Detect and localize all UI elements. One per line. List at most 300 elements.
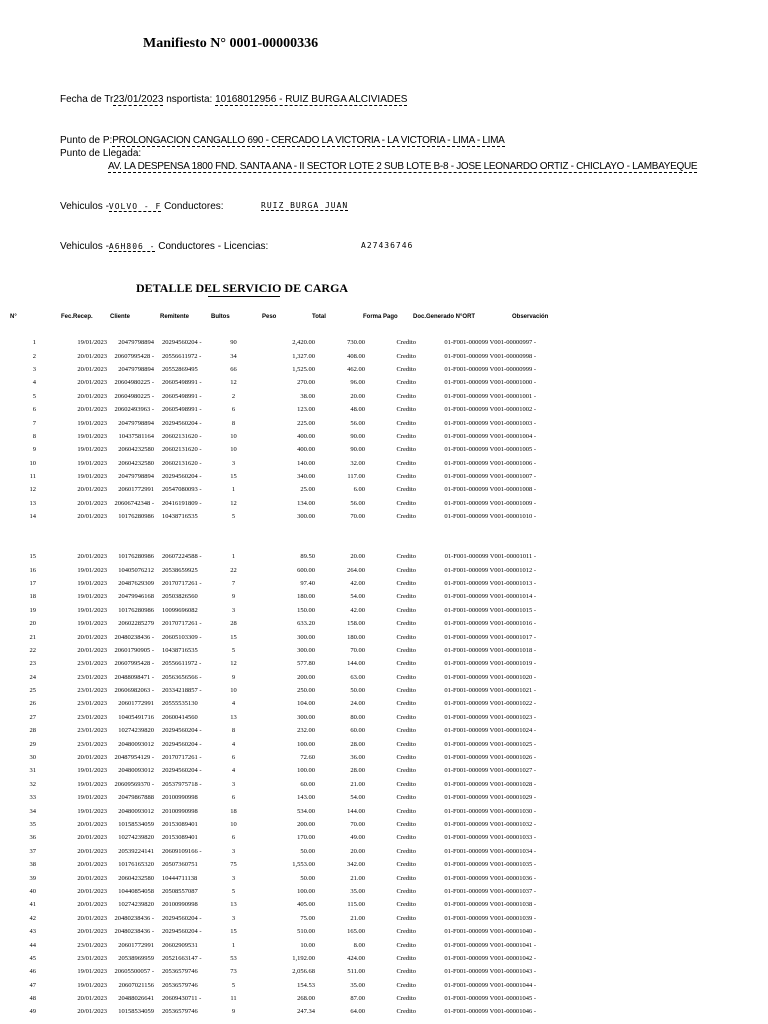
table-cell: Credito <box>396 339 416 347</box>
table-row <box>0 644 536 657</box>
table-cell: 23/01/2023 <box>77 687 107 695</box>
table-cell: 100.00 <box>297 767 315 775</box>
table-cell: 12 <box>230 499 237 507</box>
table-cell: 3 <box>231 459 236 467</box>
table-cell: Credito <box>396 713 416 721</box>
table-cell: 117.00 <box>347 473 365 481</box>
table-cell: 4 <box>32 379 36 387</box>
table-cell: 19 <box>29 606 36 614</box>
table-cell: 35.00 <box>350 981 365 989</box>
table-cell: 29 <box>29 740 36 748</box>
table-cell: 6 <box>231 754 236 762</box>
table-cell: 01-F001-000099 V001-00001029 - <box>444 794 536 802</box>
table-cell: 53 <box>230 954 237 962</box>
table-cell: 20538969959 <box>118 954 154 962</box>
table-cell: 20153089401 <box>162 821 198 828</box>
table-cell: 72.60 <box>300 754 315 762</box>
table-cell: 19/01/2023 <box>77 446 107 454</box>
table-cell: Credito <box>396 419 416 427</box>
table-cell: 01-F001-000099 V001-00000997 - <box>444 339 536 347</box>
table-cell: 13 <box>29 499 36 507</box>
table-cell: 20/01/2023 <box>77 513 107 521</box>
table-cell: 56.00 <box>350 419 365 427</box>
table-cell: 25 <box>29 687 36 695</box>
table-cell: 10444711138 <box>162 874 198 882</box>
table-row <box>0 657 536 670</box>
table-cell: 19/01/2023 <box>77 579 107 587</box>
table-cell: 12 <box>230 660 237 668</box>
table-cell: 10 <box>230 687 237 695</box>
table-cell: 20552869495 <box>162 365 198 373</box>
table-cell: Credito <box>396 446 416 454</box>
table-cell: 44 <box>29 941 36 949</box>
table-cell: 20609569370 - <box>114 780 154 788</box>
table-cell: 17 <box>29 579 36 587</box>
table-row <box>0 818 536 831</box>
table-cell: Credito <box>396 887 416 895</box>
table-cell: 97.40 <box>300 579 315 587</box>
table-row <box>0 711 536 724</box>
table-cell: 70.00 <box>350 513 365 521</box>
table-cell: 20.00 <box>350 392 365 400</box>
table-cell: 144.00 <box>347 807 365 815</box>
table-cell: 134.00 <box>297 499 315 507</box>
table-cell: 20609430711 - <box>162 995 202 1003</box>
table-cell: 48 <box>29 995 36 1003</box>
table-cell: 20294560204 - <box>162 473 202 481</box>
table-cell: 20607021156 <box>118 981 154 989</box>
table-cell: 19/01/2023 <box>77 566 107 574</box>
table-cell: 20536579746 <box>162 981 198 989</box>
section-title: DETALLE DEL SERVICIO DE CARGA <box>136 281 349 295</box>
table-cell: 16 <box>29 566 36 574</box>
table-cell: 23/01/2023 <box>77 673 107 681</box>
table-cell: 158.00 <box>347 620 365 628</box>
table-cell: 180.00 <box>347 633 365 641</box>
table-cell: 1 <box>231 941 236 949</box>
table-cell: 2,056.68 <box>292 968 315 976</box>
table-cell: 6 <box>231 794 236 802</box>
table-cell: Credito <box>396 767 416 775</box>
table-cell: Credito <box>396 821 416 828</box>
table-cell: 56.00 <box>350 499 365 507</box>
table-cell: 23/01/2023 <box>77 941 107 949</box>
table-cell: 225.00 <box>297 419 315 427</box>
table-cell: 20/01/2023 <box>77 914 107 922</box>
table-cell: Credito <box>396 995 416 1003</box>
table-cell: Credito <box>396 513 416 521</box>
table-cell: 01-F001-000099 V001-00001044 - <box>444 981 536 989</box>
table-cell: 20604232580 <box>118 446 154 454</box>
table-cell: 01-F001-000099 V001-00001045 - <box>444 995 536 1003</box>
table-cell: 3 <box>231 847 236 855</box>
table-cell: 01-F001-000099 V001-00001043 - <box>444 968 536 976</box>
table-cell: 6 <box>231 406 236 414</box>
section-underline <box>208 296 280 297</box>
table-cell: 20480093012 <box>118 807 154 815</box>
table-cell: 20605103309 - <box>162 633 202 641</box>
table-cell: 1 <box>231 486 236 494</box>
table-cell: 01-F001-000099 V001-00001003 - <box>444 419 536 427</box>
table-row <box>0 697 536 710</box>
table-cell: 20555535130 <box>162 700 198 708</box>
table-cell: 70.00 <box>350 821 365 828</box>
table-cell: 39 <box>29 874 36 882</box>
table-cell: 15 <box>230 633 237 641</box>
table-cell: 400.00 <box>297 432 315 440</box>
table-cell: 25.00 <box>300 486 315 494</box>
table-cell: 28.00 <box>350 767 365 775</box>
table-row <box>0 885 536 898</box>
table-cell: 10438716535 <box>162 646 198 654</box>
table-cell: 20563656566 - <box>162 673 202 681</box>
table-cell: 01-F001-000099 V001-00001027 - <box>444 767 536 775</box>
table-cell: 12 <box>230 379 237 387</box>
table-cell: Credito <box>396 673 416 681</box>
table-cell: 300.00 <box>297 513 315 521</box>
table-cell: 19/01/2023 <box>77 620 107 628</box>
table-cell: 19/01/2023 <box>77 794 107 802</box>
table-cell: Credito <box>396 486 416 494</box>
table-cell: 01-F001-000099 V001-00001018 - <box>444 646 536 654</box>
table-cell: 01-F001-000099 V001-00001011 - <box>444 553 536 561</box>
table-cell: 20479798894 <box>118 339 154 347</box>
table-cell: 5 <box>231 513 236 521</box>
table-cell: 19/01/2023 <box>77 459 107 467</box>
table-cell: 01-F001-000099 V001-00001017 - <box>444 633 536 641</box>
table-cell: 20480093012 <box>118 767 154 775</box>
table-cell: 20/01/2023 <box>77 861 107 869</box>
table-cell: 20604980225 - <box>114 379 154 387</box>
table-cell: Credito <box>396 392 416 400</box>
table-cell: 19/01/2023 <box>77 767 107 775</box>
table-cell: 47 <box>29 981 36 989</box>
table-cell: 01-F001-000099 V001-00001040 - <box>444 928 536 936</box>
table-cell: 20604980225 - <box>114 392 154 400</box>
table-cell: 19/01/2023 <box>77 419 107 427</box>
table-cell: Credito <box>396 861 416 869</box>
table-cell: 9 <box>32 446 36 454</box>
table-cell: 462.00 <box>347 365 365 373</box>
table-cell: 30 <box>29 754 36 762</box>
table-cell: Credito <box>396 847 416 855</box>
table-cell: 1 <box>32 339 36 347</box>
table-row <box>0 376 536 389</box>
table-cell: Credito <box>396 700 416 708</box>
table-row <box>0 577 536 590</box>
table-row <box>0 925 536 938</box>
table-cell: 10274239820 <box>118 727 154 735</box>
table-cell: 20479798894 <box>118 419 154 427</box>
table-cell: 20/01/2023 <box>77 499 107 507</box>
table-cell: 20479946168 <box>118 593 154 601</box>
table-cell: 20/01/2023 <box>77 928 107 936</box>
table-cell: 19/01/2023 <box>77 606 107 614</box>
table-cell: 01-F001-000099 V001-00001019 - <box>444 660 536 668</box>
table-cell: 20606742348 - <box>114 499 154 507</box>
table-cell: 01-F001-000099 V001-00001013 - <box>444 579 536 587</box>
table-cell: 3 <box>231 606 236 614</box>
table-cell: Credito <box>396 941 416 949</box>
table-cell: 23/01/2023 <box>77 700 107 708</box>
table-cell: 20487954129 - <box>114 754 154 762</box>
table-cell: 01-F001-000099 V001-00001020 - <box>444 673 536 681</box>
table-cell: 400.00 <box>297 446 315 454</box>
table-cell: 20507360751 <box>162 861 198 869</box>
llegada-label: Punto de Llegada: <box>60 148 142 159</box>
table-cell: 408.00 <box>347 352 365 360</box>
table-cell: 75 <box>230 861 237 869</box>
table-cell: 20/01/2023 <box>77 486 107 494</box>
table-cell: 11 <box>230 995 237 1003</box>
table-cell: 10176165320 <box>118 861 154 869</box>
table-cell: 15 <box>29 553 36 561</box>
table-cell: 01-F001-000099 V001-00001033 - <box>444 834 536 842</box>
table-cell: Credito <box>396 646 416 654</box>
table-cell: Credito <box>396 807 416 815</box>
vehiculo-label: Vehiculos - <box>60 241 109 252</box>
table-cell: 20/01/2023 <box>77 834 107 842</box>
table-cell: Credito <box>396 1008 416 1016</box>
table-row <box>0 416 536 429</box>
vehiculo-row-1 <box>60 201 224 212</box>
table-cell: 42.00 <box>350 579 365 587</box>
table-cell: 66 <box>230 365 237 373</box>
table-cell: 20100990998 <box>162 901 198 909</box>
table-cell: 20487629309 <box>118 579 154 587</box>
table-cell: Credito <box>396 780 416 788</box>
table-cell: 154.53 <box>297 981 315 989</box>
table-cell: 20294560204 - <box>162 767 202 775</box>
table-row <box>0 737 536 750</box>
table-cell: 2 <box>32 352 36 360</box>
table-cell: 23/01/2023 <box>77 660 107 668</box>
table-cell: 20606982063 - <box>114 687 154 695</box>
table-cell: 01-F001-000099 V001-00001022 - <box>444 700 536 708</box>
table-cell: 35.00 <box>350 887 365 895</box>
table-cell: 19/01/2023 <box>77 968 107 976</box>
header-cliente: Cliente <box>110 314 131 320</box>
fecha-row <box>60 94 407 105</box>
table-cell: 28.00 <box>350 740 365 748</box>
table-cell: 20539224141 <box>118 847 154 855</box>
table-cell: 123.00 <box>297 406 315 414</box>
table-cell: 01-F001-000099 V001-00001004 - <box>444 432 536 440</box>
table-row <box>0 483 536 496</box>
table-cell: 49 <box>29 1008 36 1016</box>
table-cell: 01-F001-000099 V001-00001036 - <box>444 874 536 882</box>
table-cell: 600.00 <box>297 566 315 574</box>
table-cell: 5 <box>231 887 236 895</box>
table-cell: 6 <box>32 406 36 414</box>
table-cell: 26 <box>29 700 36 708</box>
table-cell: Credito <box>396 874 416 882</box>
table-cell: 01-F001-000099 V001-00001024 - <box>444 727 536 735</box>
table-cell: 42.00 <box>350 606 365 614</box>
table-cell: 32.00 <box>350 459 365 467</box>
fecha-label: Fecha de Tr <box>60 94 114 105</box>
table-cell: 89.50 <box>300 553 315 561</box>
table-cell: 20/01/2023 <box>77 995 107 1003</box>
table-cell: 10 <box>230 446 237 454</box>
table-cell: 1 <box>231 553 236 561</box>
table-cell: 20/01/2023 <box>77 1008 107 1016</box>
table-cell: 01-F001-000099 V001-00001046 - <box>444 1008 536 1016</box>
header-observacion: Observación <box>512 314 549 320</box>
table-cell: 90.00 <box>350 432 365 440</box>
table-cell: 23/01/2023 <box>77 740 107 748</box>
table-cell: 20601790905 - <box>114 646 154 654</box>
table-cell: 20602909531 <box>162 941 198 949</box>
table-row <box>0 992 536 1005</box>
table-cell: 300.00 <box>297 646 315 654</box>
table-cell: 10176280986 <box>118 553 154 561</box>
table-cell: Credito <box>396 473 416 481</box>
table-cell: 20479798894 <box>118 473 154 481</box>
table-cell: 24 <box>29 673 36 681</box>
table-cell: 36.00 <box>350 754 365 762</box>
table-cell: 01-F001-000099 V001-00001002 - <box>444 406 536 414</box>
table-cell: 15 <box>230 473 237 481</box>
table-cell: 11 <box>29 473 36 481</box>
table-cell: 264.00 <box>347 566 365 574</box>
table-cell: 01-F001-000099 V001-00001041 - <box>444 941 536 949</box>
table-cell: 01-F001-000099 V001-00001037 - <box>444 887 536 895</box>
table-cell: 20601772991 <box>118 941 154 949</box>
table-cell: 20536579746 <box>162 1008 198 1016</box>
table-cell: 64.00 <box>350 1008 365 1016</box>
table-row <box>0 630 536 643</box>
table-row <box>0 457 536 470</box>
table-cell: 4 <box>231 740 236 748</box>
table-cell: 250.00 <box>297 687 315 695</box>
table-cell: 21.00 <box>350 780 365 788</box>
table-row <box>0 390 536 403</box>
table-cell: 20488098471 - <box>114 673 154 681</box>
vehiculo-value: VOLVO - F <box>108 202 162 211</box>
table-cell: Credito <box>396 834 416 842</box>
table-cell: 20/01/2023 <box>77 406 107 414</box>
table-cell: 20480238436 - <box>114 928 154 936</box>
table-cell: 20294560204 - <box>162 914 202 922</box>
table-cell: 21 <box>29 633 36 641</box>
table-cell: 90 <box>230 339 237 347</box>
table-cell: 300.00 <box>297 633 315 641</box>
table-cell: Credito <box>396 727 416 735</box>
table-cell: 20600414560 <box>162 713 198 721</box>
table-cell: 54.00 <box>350 794 365 802</box>
table-cell: 19/01/2023 <box>77 981 107 989</box>
table-cell: 20537975718 - <box>162 780 202 788</box>
table-cell: 31 <box>29 767 36 775</box>
table-cell: 19/01/2023 <box>77 473 107 481</box>
table-cell: 01-F001-000099 V001-00001015 - <box>444 606 536 614</box>
table-cell: 20602493963 - <box>114 406 154 414</box>
table-cell: 268.00 <box>297 995 315 1003</box>
table-cell: 20294560204 - <box>162 928 202 936</box>
table-cell: 20503826560 <box>162 593 198 601</box>
fecha-value: 23/01/2023 <box>113 94 164 105</box>
table-row <box>0 671 536 684</box>
table-cell: 20521663147 - <box>162 954 202 962</box>
table-cell: Credito <box>396 566 416 574</box>
table-cell: 20/01/2023 <box>77 392 107 400</box>
table-cell: 60.00 <box>300 780 315 788</box>
table-cell: 20607995428 - <box>114 352 154 360</box>
table-cell: 20536579746 <box>162 968 198 976</box>
table-cell: 5 <box>231 981 236 989</box>
table-cell: Credito <box>396 379 416 387</box>
table-cell: 21.00 <box>350 874 365 882</box>
table-cell: 140.00 <box>297 459 315 467</box>
table-cell: 21.00 <box>350 914 365 922</box>
table-row <box>0 363 536 376</box>
table-cell: 424.00 <box>347 954 365 962</box>
table-cell: 8 <box>231 419 236 427</box>
table-cell: 340.00 <box>297 473 315 481</box>
table-cell: 01-F001-000099 V001-00001008 - <box>444 486 536 494</box>
table-cell: 633.20 <box>297 620 315 628</box>
table-cell: 405.00 <box>297 901 315 909</box>
table-row <box>0 510 536 523</box>
table-cell: 13 <box>230 901 237 909</box>
table-row <box>0 858 536 871</box>
table-cell: 01-F001-000099 V001-00001014 - <box>444 593 536 601</box>
table-row <box>0 349 536 362</box>
table-cell: Credito <box>396 459 416 467</box>
table-cell: 54.00 <box>350 593 365 601</box>
table-cell: 19/01/2023 <box>77 339 107 347</box>
table-cell: 20479867888 <box>118 794 154 802</box>
header-peso: Peso <box>262 314 277 320</box>
table-cell: 01-F001-000099 V001-00001012 - <box>444 566 536 574</box>
table-row <box>0 778 536 791</box>
table-cell: 10405491716 <box>118 713 154 721</box>
table-row <box>0 831 536 844</box>
table-cell: 43 <box>29 928 36 936</box>
table-cell: 9 <box>231 1008 236 1016</box>
table-cell: 01-F001-000099 V001-00001009 - <box>444 499 536 507</box>
table-cell: 80.00 <box>350 713 365 721</box>
table-cell: 01-F001-000099 V001-00001030 - <box>444 807 536 815</box>
table-cell: 10176280986 <box>118 513 154 521</box>
table-row <box>0 1005 536 1018</box>
table-cell: 20556611972 - <box>162 352 202 360</box>
table-row <box>0 871 536 884</box>
table-row <box>0 912 536 925</box>
table-cell: 20/01/2023 <box>77 754 107 762</box>
transportista-value: 10168012956 - RUIZ BURGA ALCIVIADES <box>215 94 408 105</box>
table-cell: 20602131620 - <box>162 446 202 454</box>
table-cell: 9 <box>231 673 236 681</box>
table-cell: Credito <box>396 352 416 360</box>
table-cell: 6 <box>231 834 236 842</box>
table-cell: 20601772991 <box>118 486 154 494</box>
table-row <box>0 470 536 483</box>
table-cell: Credito <box>396 901 416 909</box>
partida-row <box>60 135 505 146</box>
table-cell: 01-F001-000099 V001-00001042 - <box>444 954 536 962</box>
table-cell: 7 <box>231 579 236 587</box>
table-cell: 01-F001-000099 V001-00001021 - <box>444 687 536 695</box>
table-cell: 20334218857 - <box>162 687 202 695</box>
table-row <box>0 791 536 804</box>
vehiculo-row-2 <box>60 241 268 252</box>
table-cell: 8 <box>32 432 36 440</box>
table-cell: 180.00 <box>297 593 315 601</box>
table-cell: 7 <box>32 419 36 427</box>
table-cell: 20538659925 <box>162 566 198 574</box>
